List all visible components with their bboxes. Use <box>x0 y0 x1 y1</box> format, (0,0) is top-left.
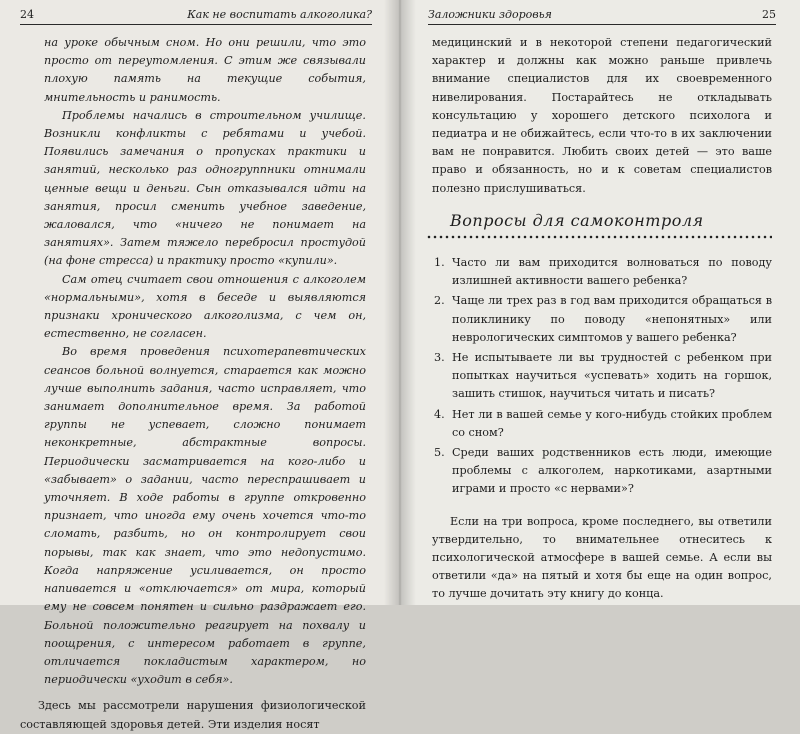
dotted-divider <box>426 234 772 240</box>
book-gutter <box>384 0 416 605</box>
left-page <box>0 0 400 731</box>
paragraph: Здесь мы рассмотрели нарушения физиологической составляющей здоровья детей. Эти изделия носят <box>20 699 366 731</box>
right-page-body <box>432 34 772 604</box>
page-number: 24 <box>20 8 34 21</box>
list-item: 2. Чаще ли трех раз в год вам приходится обращаться в поликлинику по поводу «непонятных» или неврологических симптомов у вашего ребенка? <box>434 294 772 344</box>
right-page-header <box>428 6 776 25</box>
running-head: Заложники здоровья <box>428 8 552 21</box>
question-list <box>432 254 772 499</box>
running-head: Как не воспитать алкоголика? <box>187 8 372 21</box>
page-number: 25 <box>762 8 776 21</box>
right-page <box>400 0 800 605</box>
list-item: 1. Часто ли вам приходится волноваться по поводу излишней активности вашего ребенка? <box>434 256 772 288</box>
section-title: Вопросы для самоконтроля <box>450 210 704 230</box>
paragraph: медицинский и в некоторой степени педагогический характер и должны как можно раньше привлечь внимание специалистов для их своевременного нивелирования. Постарайтесь не откладывать консультацию у хорошего детского психолога и педиатра и не обижайтесь, если что-то в их заключении вам не понравится. Любить своих детей — это ваше право и обязанность, но и к советам специалистов полезно прислушиваться. <box>432 36 772 195</box>
paragraph: Если на три вопроса, кроме последнего, вы ответили утвердительно, то внимательнее отнеситесь к психологической атмосфере в вашей семье. А если вы ответили «да» на пятый и хотя бы еще на один вопрос, то лучше дочитать эту книгу до конца. <box>432 514 772 601</box>
list-item: 3. Не испытываете ли вы трудностей с ребенком при попытках научиться «успевать» ходить на горшок, зашить стишок, научиться читать и писать? <box>434 351 772 401</box>
paragraph: на уроке обычным сном. Но они решили, что это просто от переутомления. С этим же связывали плохую память на текущие события, мнительность и ранимость. <box>44 36 366 104</box>
list-item: 4. Нет ли в вашей семье у кого-нибудь стойких проблем со сном? <box>434 407 772 439</box>
left-page-header <box>20 6 372 25</box>
paragraph: Сам отец считает свои отношения с алкоголем «нормальными», хотя в беседе и выявляются признаки хронического алкоголизма, с чем он, естественно, не согласен. <box>44 272 366 341</box>
paragraph: Проблемы начались в строительном училище. Возникли конфликты с ребятами и учебой. Появились замечания о пропусках практики и занятий, несколько раз одногруппники отнимали ценные вещи и деньги. Сын отказывался идти на занятия, просил сменить учебное заведение, жаловался, что «ничего не понимает на занятиях». Затем тяжело перебросил простудой (на фоне стресса) и практику просто «купили». <box>44 108 366 268</box>
left-page-body <box>20 34 366 734</box>
paragraph: Во время проведения психотерапевтических сеансов больной волнуется, старается как можно лучше выполнить задания, часто исправляет, что занимает дополнительное время. За работой группы не успевает, сложно понимает неконкретные, абстрактные вопросы. Периодически засматривается на кого-либо и «забывает» о задании, часто переспрашивает и уточняет. В ходе работы в группе откровенно признает, что иногда ему очень хочется что-то сломать, разбить, но он контролирует свои порывы, так как знает, что это недопустимо. Когда напряжение усиливается, он просто напивается и «отключается» от мира, который ему не совсем понятен и сильно раздражает его. Больной положительно реагирует на похвалу и поощрения, с интересом работает в группе, отличается покладистым характером, но периодически «уходит в себя». <box>44 345 366 687</box>
list-item: 5. Среди ваших родственников есть люди, имеющие проблемы с алкоголем, наркотиками, азартными играми и просто «с нервами»? <box>434 446 772 496</box>
